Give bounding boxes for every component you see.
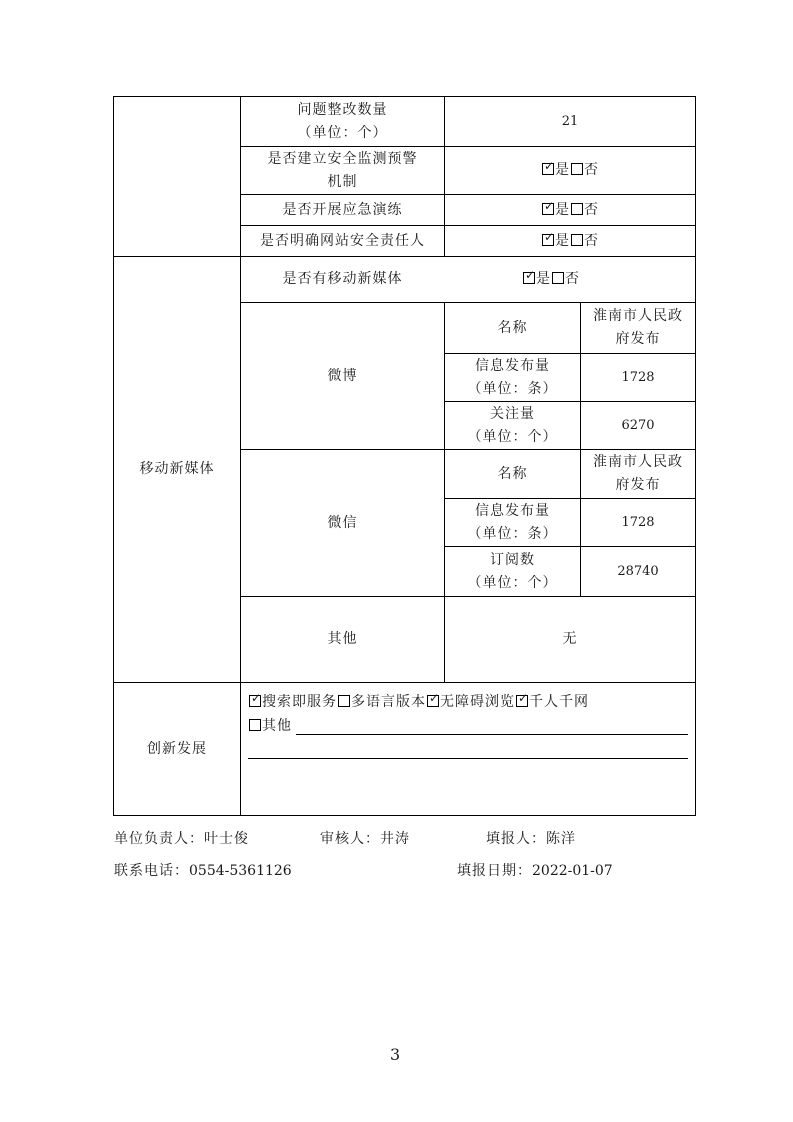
wechat-posts-label: 信息发布量 （单位：条） xyxy=(467,502,558,542)
filler: 填报人：陈洋 xyxy=(486,831,576,847)
weibo-posts-value: 1728 xyxy=(621,370,655,385)
reviewer: 审核人：井涛 xyxy=(320,831,410,847)
rectification-count-value: 21 xyxy=(561,114,579,129)
innovation-other-option xyxy=(248,715,292,737)
checked-checkbox-icon[interactable]: ✓ xyxy=(518,691,529,705)
contact-phone: 联系电话：0554-5361126 xyxy=(114,863,292,879)
empty-checkbox-icon[interactable] xyxy=(552,272,564,284)
wechat-name-value: 淮南市人民政 府发布 xyxy=(593,454,683,493)
opt-personal: 千人千网 xyxy=(529,694,589,710)
security-officer-value: ✓ 是 否 xyxy=(544,229,599,249)
mobile-media-section-label: 移动新媒体 xyxy=(139,461,215,477)
unit-head: 单位负责人：叶士俊 xyxy=(114,831,249,847)
other-fill-line[interactable] xyxy=(248,758,688,759)
weibo-followers-label: 关注量 （单位：个） xyxy=(467,405,558,445)
weibo-followers-value: 6270 xyxy=(621,418,655,433)
checked-checkbox-icon[interactable]: ✓ xyxy=(544,159,555,173)
opt-other: 其他 xyxy=(262,718,292,734)
table-border xyxy=(113,815,696,816)
empty-checkbox-icon[interactable] xyxy=(571,234,583,246)
security-officer-label: 是否明确网站安全责任人 xyxy=(260,232,425,249)
empty-checkbox-icon[interactable] xyxy=(338,695,350,707)
rectification-count-label: 问题整改数量 （单位：个） xyxy=(297,101,388,141)
weibo-name-value: 淮南市人民政 府发布 xyxy=(593,308,683,347)
has-mobile-media-value: ✓ 是 否 xyxy=(525,268,580,287)
checked-checkbox-icon[interactable]: ✓ xyxy=(544,229,555,244)
opt-multilang: 多语言版本 xyxy=(351,694,426,710)
monitoring-mechanism-label: 是否建立安全监测预警 机制 xyxy=(267,150,418,190)
wechat-subscribers-value: 28740 xyxy=(617,564,659,579)
checked-checkbox-icon[interactable]: ✓ xyxy=(251,691,262,705)
other-media-label: 其他 xyxy=(327,631,358,647)
fill-date: 填报日期：2022-01-07 xyxy=(457,863,613,879)
weibo-name-label: 名称 xyxy=(497,319,528,336)
opt-accessible: 无障碍浏览 xyxy=(440,694,515,710)
page-number: 3 xyxy=(390,1045,401,1064)
innovation-section-label: 创新发展 xyxy=(147,740,207,757)
wechat-posts-value: 1728 xyxy=(621,515,655,530)
opt-search: 搜索即服务 xyxy=(262,694,337,710)
monitoring-mechanism-value: ✓ 是 否 xyxy=(544,159,599,178)
wechat-label: 微信 xyxy=(327,514,358,531)
other-fill-line[interactable] xyxy=(296,734,688,735)
emergency-drill-label: 是否开展应急演练 xyxy=(282,201,403,218)
emergency-drill-value: ✓ 是 否 xyxy=(544,198,599,218)
empty-checkbox-icon[interactable] xyxy=(571,203,583,215)
checked-checkbox-icon[interactable]: ✓ xyxy=(525,268,536,282)
empty-checkbox-icon[interactable] xyxy=(249,719,261,731)
wechat-name-label: 名称 xyxy=(497,465,528,482)
has-mobile-media-label: 是否有移动新媒体 xyxy=(282,271,403,287)
innovation-options xyxy=(248,691,589,713)
other-media-value: 无 xyxy=(562,631,578,647)
checked-checkbox-icon[interactable]: ✓ xyxy=(429,691,440,705)
empty-checkbox-icon[interactable] xyxy=(571,163,583,175)
weibo-posts-label: 信息发布量 （单位：条） xyxy=(467,357,558,397)
wechat-subscribers-label: 订阅数 （单位：个） xyxy=(467,551,558,591)
weibo-label: 微博 xyxy=(327,367,358,384)
table-border xyxy=(695,96,696,816)
checked-checkbox-icon[interactable]: ✓ xyxy=(544,198,555,213)
